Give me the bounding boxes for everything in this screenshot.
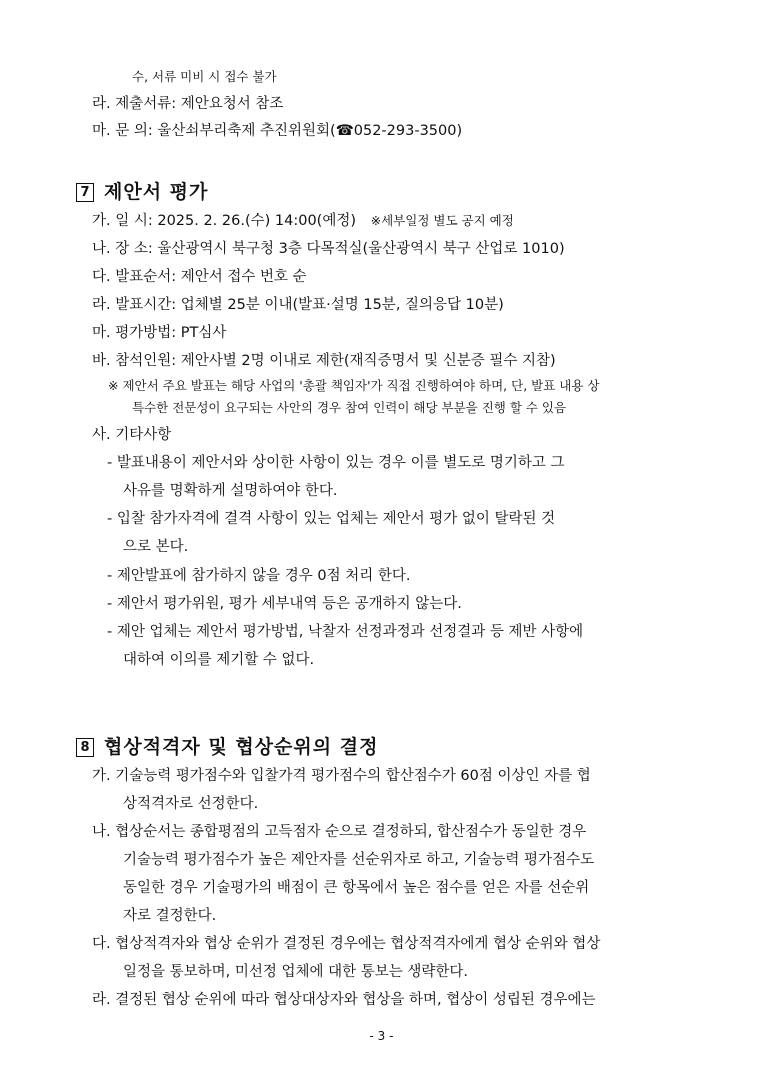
s8-line: 나. 협상순서는 종합평점의 고득점자 순으로 결정하되, 합산점수가 동일한 경우 — [92, 824, 587, 840]
s8-line: 가. 기술능력 평가점수와 입찰가격 평가점수의 합산점수가 60점 이상인 자를 협 — [92, 768, 591, 784]
s8-line: 상적격자로 선정한다. — [123, 796, 259, 812]
etc-line: 사유를 명확하게 설명하여야 한다. — [123, 483, 338, 499]
etc-line: - 입찰 참가자격에 결격 사항이 있는 업체는 제안서 평가 없이 탈락된 것 — [107, 511, 556, 527]
s8-line: 자로 결정한다. — [123, 908, 217, 924]
continued-line: 수, 서류 미비 시 접수 불가 — [132, 69, 277, 84]
s8-line: 일정을 통보하며, 미선정 업체에 대한 통보는 생략한다. — [123, 964, 469, 980]
item-sa-etc: 사. 기타사항 — [92, 427, 172, 443]
item-na-location: 나. 장 소: 울산광역시 북구청 3층 다목적실(울산광역시 북구 산업로 1010) — [92, 241, 565, 257]
schedule-note: ※세부일정 별도 공지 예정 — [370, 213, 514, 228]
etc-line: 으로 본다. — [123, 539, 189, 555]
item-ma-inquiry: 마. 문 의: 울산쇠부리축제 추진위원회(☎052-293-3500) — [92, 123, 463, 139]
section-8-number: 8 — [76, 738, 94, 757]
item-ba-attendees: 바. 참석인원: 제안사별 2명 이내로 제한(재직증명서 및 신분증 필수 지참) — [92, 353, 556, 369]
s8-line: 동일한 경우 기술평가의 배점이 큰 항목에서 높은 점수를 얻은 자를 선순위 — [123, 880, 590, 896]
item-ma-method: 마. 평가방법: PT심사 — [92, 325, 227, 341]
item-ra-documents: 라. 제출서류: 제안요청서 참조 — [92, 96, 284, 112]
section-8-title: 협상적격자 및 협상순위의 결정 — [104, 736, 379, 758]
etc-line: - 제안발표에 참가하지 않을 경우 0점 처리 한다. — [107, 568, 411, 584]
s8-line: 다. 협상적격자와 협상 순위가 결정된 경우에는 협상적격자에게 협상 순위와 협상 — [92, 936, 601, 952]
section-7-title: 제안서 평가 — [104, 181, 209, 203]
etc-line: - 제안 업체는 제안서 평가방법, 낙찰자 선정과정과 선정결과 등 제반 사항에 — [107, 624, 584, 640]
note-line-2: 특수한 전문성이 요구되는 사안의 경우 참여 인력이 해당 부분을 진행 할 수 있음 — [132, 400, 567, 415]
etc-line: - 제안서 평가위원, 평가 세부내역 등은 공개하지 않는다. — [107, 596, 462, 612]
etc-line: 대하여 이의를 제기할 수 없다. — [123, 652, 315, 668]
item-ra-time: 라. 발표시간: 업체별 25분 이내(발표·설명 15분, 질의응답 10분) — [92, 297, 504, 313]
section-8-heading — [76, 734, 378, 760]
s8-line: 기술능력 평가점수가 높은 제안자를 선순위자로 하고, 기술능력 평가점수도 — [123, 852, 595, 868]
item-ga-datetime — [92, 211, 514, 231]
etc-line: - 발표내용이 제안서와 상이한 사항이 있는 경우 이를 별도로 명기하고 그 — [107, 455, 565, 471]
section-7-number: 7 — [76, 183, 94, 202]
section-7-heading — [76, 179, 208, 205]
item-ga-text: 가. 일 시: 2025. 2. 26.(수) 14:00(예정) — [92, 213, 357, 229]
note-line-1: ※ 제안서 주요 발표는 해당 사업의 '총괄 책임자'가 직접 진행하여야 하며, 단, 발표 내용 상 — [108, 378, 600, 393]
page-number: - 3 - — [369, 1029, 394, 1043]
item-da-order: 다. 발표순서: 제안서 접수 번호 순 — [92, 269, 307, 285]
s8-line: 라. 결정된 협상 순위에 따라 협상대상자와 협상을 하며, 협상이 성립된 경우에는 — [92, 992, 596, 1008]
